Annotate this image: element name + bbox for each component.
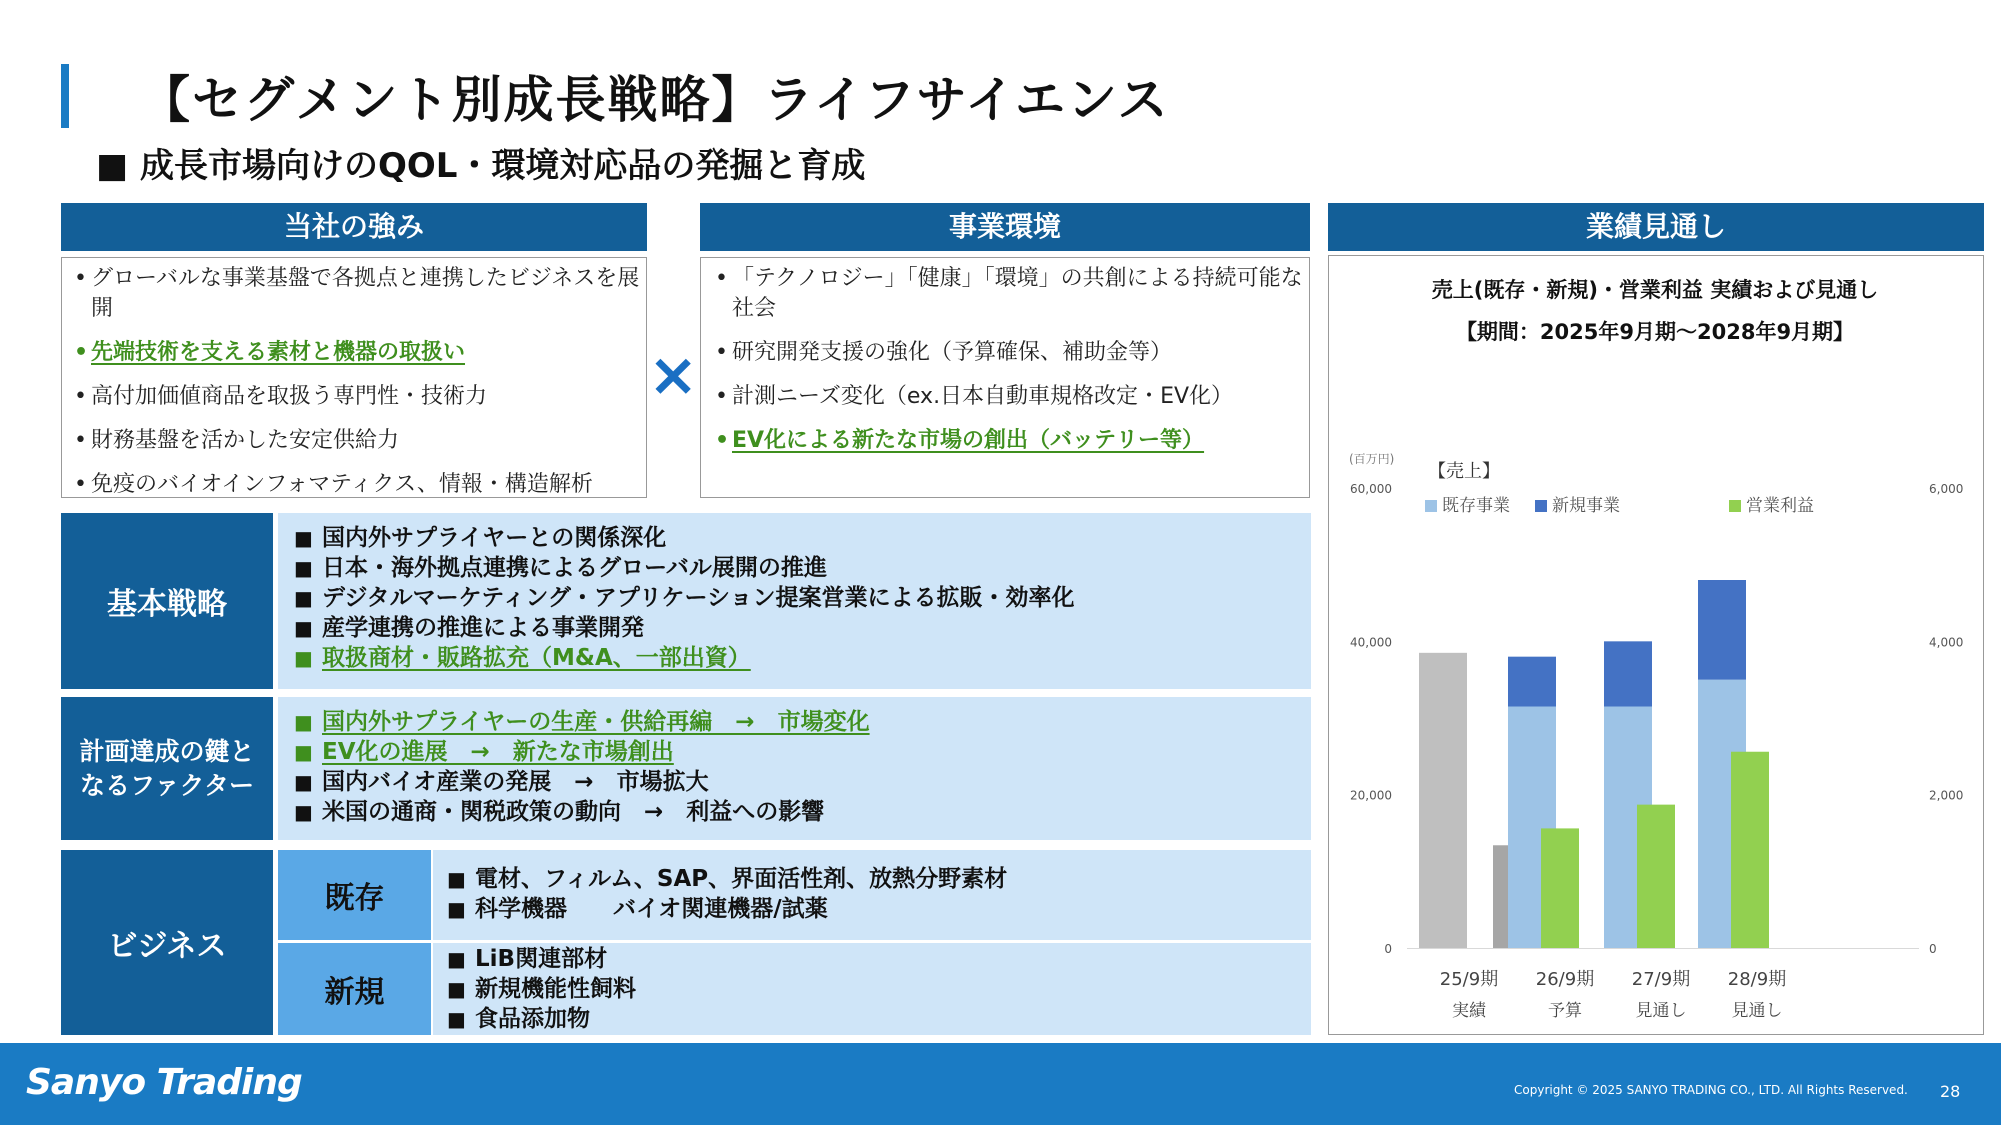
right-axis-tick-label: 4,000 <box>1929 635 1964 650</box>
new-business-item: ■ 食品添加物 <box>447 1004 636 1034</box>
title-accent-bar <box>61 64 69 128</box>
environment-header: 事業環境 <box>700 203 1310 251</box>
environment-item: • 「テクノロジー」「健康」「環境」の共創による持続可能な社会 <box>715 264 1303 324</box>
strength-item: • 先端技術を支える素材と機器の取扱い <box>74 338 642 368</box>
category-sublabel: 見通し <box>1635 1001 1687 1021</box>
basic-strategy-panel <box>278 513 1311 689</box>
page-number: 28 <box>1940 1082 1961 1101</box>
strategy-item: ■ 取扱商材・販路拡充（M&A、一部出資） <box>294 643 1311 673</box>
key-factors-label: 計画達成の鍵となるファクター <box>61 697 273 840</box>
chart-sales-label: 【売上】 <box>1428 461 1500 482</box>
existing-business-item: ■ 電材、フィルム、SAP、界面活性剤、放熱分野素材 <box>447 864 1311 894</box>
right-axis-tick-label: 2,000 <box>1929 788 1964 803</box>
times-symbol: × <box>648 340 699 410</box>
strength-item: • 財務基盤を活かした安定供給力 <box>74 426 642 456</box>
factor-item: ■ 国内バイオ産業の発展 → 市場拡大 <box>294 767 1311 797</box>
key-factors-panel <box>278 697 1311 840</box>
business-new-panel <box>433 943 1311 1035</box>
outlook-chart <box>1329 256 1982 1033</box>
operating-profit-bar <box>1731 752 1769 948</box>
basic-strategy-list <box>294 523 1311 673</box>
left-axis-tick-label: 60,000 <box>1350 482 1392 496</box>
business-existing-panel <box>433 850 1311 940</box>
environment-box <box>700 257 1310 498</box>
strategy-item: ■ 日本・海外拠点連携によるグローバル展開の推進 <box>294 553 1311 583</box>
new-business-bar <box>1508 657 1556 707</box>
chart-title: 売上(既存・新規)・営業利益 実績および見通し <box>1431 278 1879 302</box>
outlook-chart-box <box>1328 255 1984 1035</box>
strategy-item: ■ 国内外サプライヤーとの関係深化 <box>294 523 1311 553</box>
legend-label: 既存事業 <box>1442 496 1510 516</box>
strategy-item: ■ 産学連携の推進による事業開発 <box>294 613 1311 643</box>
new-business-bar <box>1604 641 1652 706</box>
strengths-header: 当社の強み <box>61 203 647 251</box>
company-logo: Sanyo Trading <box>26 1062 302 1103</box>
strengths-list <box>74 264 642 500</box>
page-title: 【セグメント別成長戦略】ライフサイエンス <box>140 71 1170 129</box>
actual-sales-bar <box>1419 653 1467 948</box>
factor-item: ■ EV化の進展 → 新たな市場創出 <box>294 737 1311 767</box>
outlook-header: 業績見通し <box>1328 203 1984 251</box>
category-sublabel: 予算 <box>1548 1001 1582 1021</box>
strategy-item: ■ デジタルマーケティング・アプリケーション提案営業による拡販・効率化 <box>294 583 1311 613</box>
category-label: 27/9期 <box>1631 969 1691 990</box>
business-existing-label: 既存 <box>278 850 431 940</box>
business-existing-list <box>447 864 1311 924</box>
new-business-item: ■ LiB関連部材 <box>447 944 636 974</box>
factor-item: ■ 国内外サプライヤーの生産・供給再編 → 市場変化 <box>294 707 1311 737</box>
key-factors-list <box>294 707 1311 827</box>
category-sublabel: 見通し <box>1731 1001 1783 1021</box>
factor-item: ■ 米国の通商・関税政策の動向 → 利益への影響 <box>294 797 1311 827</box>
environment-item: • 研究開発支援の強化（予算確保、補助金等） <box>715 338 1303 368</box>
right-axis-tick-label: 6,000 <box>1929 482 1964 496</box>
left-axis-tick-label: 20,000 <box>1350 788 1392 803</box>
business-new-list <box>447 944 636 1034</box>
chart-subtitle: 【期間：2025年9月期〜2028年9月期】 <box>1455 320 1855 344</box>
strength-item: • グローバルな事業基盤で各拠点と連携したビジネスを展開 <box>74 264 642 324</box>
legend-label: 新規事業 <box>1552 496 1620 516</box>
legend-swatch <box>1425 500 1437 512</box>
business-label: ビジネス <box>61 850 273 1035</box>
new-business-item: ■ 新規機能性飼料 <box>447 974 636 1004</box>
page-subtitle: ■ 成長市場向けのQOL・環境対応品の発掘と育成 <box>96 146 866 186</box>
strength-item: • 免疫のバイオインフォマティクス、情報・構造解析 <box>74 470 642 500</box>
copyright-text: Copyright © 2025 SANYO TRADING CO., LTD. All Rights Reserved. <box>1514 1083 1908 1097</box>
strength-item: • 高付加価値商品を取扱う専門性・技術力 <box>74 382 642 412</box>
category-label: 26/9期 <box>1535 969 1595 990</box>
business-new-label: 新規 <box>278 943 431 1035</box>
legend-label: 営業利益 <box>1746 496 1814 516</box>
new-business-bar <box>1698 580 1746 680</box>
operating-profit-bar <box>1637 805 1675 948</box>
left-axis-tick-label: 0 <box>1384 942 1392 956</box>
legend-swatch <box>1729 500 1741 512</box>
chart-unit-label: (百万円) <box>1349 452 1395 466</box>
right-axis-tick-label: 0 <box>1929 942 1937 956</box>
category-label: 25/9期 <box>1439 969 1499 990</box>
strengths-box <box>61 257 647 498</box>
operating-profit-bar <box>1541 828 1579 948</box>
left-axis-tick-label: 40,000 <box>1350 635 1392 650</box>
environment-item: • 計測ニーズ変化（ex.日本自動車規格改定・EV化） <box>715 382 1303 412</box>
category-label: 28/9期 <box>1727 969 1787 990</box>
environment-item: • EV化による新たな市場の創出（バッテリー等） <box>715 426 1303 456</box>
legend-swatch <box>1535 500 1547 512</box>
category-sublabel: 実績 <box>1452 1001 1486 1021</box>
existing-business-item: ■ 科学機器 バイオ関連機器/試薬 <box>447 894 1311 924</box>
basic-strategy-label: 基本戦略 <box>61 513 273 689</box>
environment-list <box>715 264 1303 456</box>
